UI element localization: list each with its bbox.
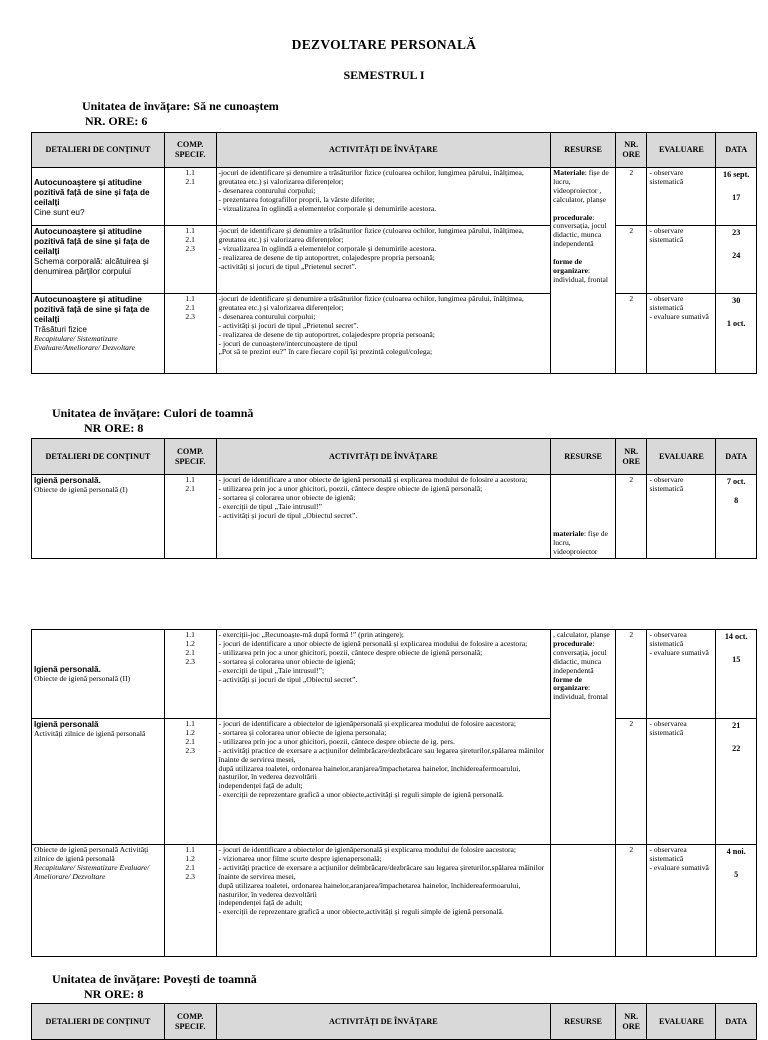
row-evaluation — [647, 226, 716, 294]
activity-line: - activități practice de exersare a acțiunilor deîmbrăcare/dezbrăcare sau legarea șireturilor,spălarea mâinilor înainte de servirea mesei, — [218, 862, 545, 881]
row-topic — [32, 168, 165, 226]
row-topic — [32, 719, 165, 845]
row-comp — [164, 475, 216, 559]
res-materials-text: : fișe de lucru, videoproiector , calculator, planșe — [553, 168, 609, 204]
date-value: 7 oct. — [726, 477, 746, 486]
date-value: 1 oct. — [726, 319, 746, 328]
comp-code: 1.1 — [185, 719, 195, 728]
topic-text: Trăsături fizice — [34, 324, 87, 334]
res-procedural-text: : conversația, jocul didactic, munca independentă — [553, 638, 607, 675]
activity-line: -jocuri de identificare și denumire a trăsăturilor fizice (culoarea ochilor, lungimea părului, înălțimea, greutatea etc.) și valorizarea diferențelor; — [218, 226, 524, 244]
evaluation-line: - observarea sistematică — [649, 845, 687, 863]
topic-bold: Igienă personală. — [34, 476, 101, 485]
continuation-table — [31, 629, 757, 957]
evaluation-line: - evaluare sumativă — [649, 311, 709, 321]
row-activities — [216, 168, 551, 226]
topic-italic: Recapitulare/ Sistematizare Evaluare/ Ameliorare/ Dezvoltare — [34, 862, 150, 881]
date-value: 8 — [734, 496, 739, 505]
res-materials-text: : fișe de lucru, videoproiector — [553, 529, 608, 557]
comp-code: 1.1 — [185, 845, 195, 854]
activity-line: - exerciții de tipul „Taie intrusul!” — [218, 501, 322, 511]
activity-line: - jocuri de cunoaștere/intercunoaștere de tipul — [218, 338, 358, 348]
header-date: DATA — [716, 439, 757, 475]
evaluation-line: - evaluare sumativă — [649, 647, 709, 657]
row-date — [716, 630, 757, 719]
date-value: 22 — [732, 744, 741, 753]
row-hours: 2 — [616, 719, 647, 845]
topic-text: Activități zilnice de igienă personală — [34, 728, 146, 738]
activity-line: - jocuri de identificare a obiectelor de igienăpersonală și explicarea modului de folosire aacestora; — [218, 845, 517, 854]
row-comp — [164, 294, 216, 374]
row-evaluation — [647, 168, 716, 226]
row-activities — [216, 475, 551, 559]
row-date — [716, 168, 757, 226]
header-resources: RESURSE — [551, 1004, 616, 1040]
unit-2-hours: NR ORE: 8 — [84, 421, 144, 435]
comp-code: 2.1 — [185, 176, 195, 186]
row-date — [716, 845, 757, 957]
res-materials-label: materiale — [553, 529, 584, 539]
row-comp — [164, 168, 216, 226]
row-activities — [216, 630, 551, 719]
topic-italic: Recapitulare/ Sistematizare Evaluare/Ameliorare/ Dezvoltare — [34, 333, 136, 352]
res-organization-text: : individual, frontal — [553, 683, 608, 702]
activity-line: după utilizarea toaletei, ordonarea hainelor,aranjarea/împachetarea hainelor, închidereafermoarului, nasturilor, în vederea dezvoltării — [218, 880, 521, 899]
unit-3-hours: NR ORE: 8 — [84, 987, 144, 1001]
date-value: 16 sept. — [723, 170, 750, 179]
table-header-row — [32, 1004, 757, 1040]
header-activities: ACTIVITĂȚI DE ÎNVĂȚARE — [216, 133, 551, 168]
row-date — [716, 475, 757, 559]
row-hours: 2 — [616, 630, 647, 719]
row-evaluation — [647, 719, 716, 845]
row-activities — [216, 719, 551, 845]
activity-line: - realizarea de desene de tip autoportret, colajedespre propria persoană; — [218, 329, 435, 339]
date-value: 5 — [734, 870, 739, 879]
activity-line: - sortarea și colorarea unor obiecte de igiena personala; — [218, 727, 387, 737]
activity-line: după utilizarea toaletei, ordonarea hainelor,aranjarea/împachetarea hainelor, închidereafermoarului, nasturilor, în vederea dezvoltării — [218, 763, 521, 782]
activity-line: - exerciții de tipul „Taie intrusul!”; — [218, 665, 325, 675]
activity-line: - prezentarea fotografiilor proprii, la vârste diferite; — [218, 194, 375, 204]
activity-line: -jocuri de identificare și denumire a trăsăturilor fizice (culoarea ochilor, lungimea părului, înălțimea, greutatea etc.) și valorizarea diferențelor; — [218, 294, 524, 312]
date-value: 30 — [732, 296, 741, 305]
table-row — [32, 845, 757, 957]
evaluation-line: - observare sistematică — [649, 294, 684, 312]
row-resources — [551, 630, 616, 845]
header-content: DETALIERI DE CONȚINUT — [32, 1004, 165, 1040]
date-value: 17 — [732, 193, 741, 202]
activity-line: - desenarea conturului corpului; — [218, 311, 316, 321]
row-hours: 2 — [616, 168, 647, 226]
comp-code: 2.3 — [185, 243, 195, 253]
comp-code: 2.3 — [185, 871, 195, 881]
activity-line: - sortarea și colorarea unor obiecte de igienă; — [218, 656, 356, 666]
res-procedural-label: procedurale — [553, 638, 593, 648]
activity-line: - jocuri de identificare a unor obiecte de igienă personală și explicarea modului de folosire a acestora; — [218, 475, 528, 484]
topic-bold: Autocunoaştere și atitudine pozitivă față de sine și fața de ceilalți — [34, 227, 150, 256]
unit-2-table — [31, 438, 757, 559]
row-evaluation — [647, 294, 716, 374]
activity-line: - realizarea de desene de tip autoportret, colajedespre propria persoană; — [218, 252, 435, 262]
header-hours: NR. ORE — [616, 1004, 647, 1040]
table-row — [32, 475, 757, 559]
row-hours: 2 — [616, 475, 647, 559]
unit-3-heading — [52, 972, 257, 1002]
activity-line: - jocuri de identificare a unor obiecte de igienă personală și explicarea modului de folosire a acestora; — [218, 638, 528, 648]
activity-line: - activități și jocuri de tipul „Obiectul secret”. — [218, 510, 358, 520]
header-date: DATA — [716, 133, 757, 168]
activity-line: independenței față de adult; — [218, 898, 303, 908]
evaluation-line: - observarea sistematică — [649, 719, 687, 737]
activity-line: - utilizarea prin joc a unor ghicitori, poezii, cântece despre obiecte de igienă personală; — [218, 647, 483, 657]
semester-title: SEMESTRUL I — [343, 68, 425, 82]
comp-code: 1.1 — [185, 294, 195, 303]
row-comp — [164, 719, 216, 845]
activity-line: - utilizarea prin joc a unor ghicitori, poezii, cântece despre obiecte de igienă personală; — [218, 483, 483, 493]
row-hours: 2 — [616, 845, 647, 957]
comp-code: 1.1 — [185, 475, 195, 484]
activity-line: -jocuri de identificare și denumire a trăsăturilor fizice (culoarea ochilor, lungimea părului, înălțimea, greutatea etc.) și valorizarea diferențelor; — [218, 168, 524, 186]
table-row — [32, 168, 757, 226]
res-procedural-label: procedurale — [553, 212, 593, 222]
row-date — [716, 294, 757, 374]
activity-line: - activități și jocuri de tipul „Obiectul secret”. — [218, 674, 358, 684]
row-activities — [216, 226, 551, 294]
res-organization-label: forme de organizare — [553, 674, 589, 693]
row-date — [716, 719, 757, 845]
topic-text: Obiecte de igienă personală (II) — [34, 673, 131, 683]
header-date: DATA — [716, 1004, 757, 1040]
header-content: DETALIERI DE CONȚINUT — [32, 439, 165, 475]
comp-code: 2.3 — [185, 745, 195, 755]
activity-line: - activități și jocuri de tipul „Prietenul secret”. — [218, 320, 359, 330]
date-value: 4 noi. — [726, 847, 746, 856]
header-evaluation: EVALUARE — [647, 133, 716, 168]
unit-1-heading — [82, 99, 279, 129]
date-value: 14 oct. — [724, 632, 748, 641]
topic-text: Cine sunt eu? — [34, 207, 85, 217]
comp-code: 2.1 — [185, 647, 195, 657]
row-topic — [32, 630, 165, 719]
table-row — [32, 294, 757, 374]
evaluation-line: - observare sistematică — [649, 168, 684, 186]
activity-line: - vizionarea unor filme scurte despre igienapersonală; — [218, 853, 382, 863]
row-resources — [551, 168, 616, 374]
comp-code: 1.2 — [185, 727, 195, 737]
unit-1-table — [31, 132, 757, 374]
header-hours: NR. ORE — [616, 133, 647, 168]
comp-code: 1.1 — [185, 168, 195, 177]
comp-code: 1.2 — [185, 853, 195, 863]
evaluation-line: - observare sistematică — [649, 226, 684, 244]
row-topic — [32, 845, 165, 957]
row-evaluation — [647, 475, 716, 559]
header-evaluation: EVALUARE — [647, 1004, 716, 1040]
activity-line: „Pot să te prezint eu?” în care fiecare copil își prezintă colegul/colega; — [218, 347, 433, 357]
topic-bold: Autocunoaştere și atitudine pozitivă față de sine și fața de ceilalți — [34, 295, 150, 324]
table-header-row — [32, 439, 757, 475]
header-evaluation: EVALUARE — [647, 439, 716, 475]
activity-line: - vizualizarea în oglindă a elementelor corporale și denumirile acestora. — [218, 243, 437, 253]
res-continued-text: , calculator, planșe — [553, 630, 610, 639]
comp-code: 2.1 — [185, 483, 195, 493]
activity-line: independenței față de adult; — [218, 781, 303, 791]
topic-text: Schema corporală: alcătuirea și denumirea părților corpului — [34, 256, 149, 276]
row-resources — [551, 475, 616, 559]
header-resources: RESURSE — [551, 133, 616, 168]
topic-bold: Igienă personală — [34, 720, 99, 729]
row-hours: 2 — [616, 294, 647, 374]
date-value: 21 — [732, 721, 741, 730]
header-activities: ACTIVITĂȚI DE ÎNVĂȚARE — [216, 439, 551, 475]
res-organization-label: forme de organizare — [553, 257, 589, 275]
row-evaluation — [647, 845, 716, 957]
row-comp — [164, 630, 216, 719]
row-hours: 2 — [616, 226, 647, 294]
header-activities: ACTIVITĂȚI DE ÎNVĂȚARE — [216, 1004, 551, 1040]
comp-code: 2.1 — [185, 234, 195, 244]
unit-1-title: Unitatea de învățare: Să ne cunoaștem — [82, 99, 279, 113]
row-evaluation — [647, 630, 716, 719]
header-comp: COMP. SPECIF. — [164, 439, 216, 475]
activity-line: - utilizarea prin joc a unor ghicitori, poezii, cântece despre obiecte de ig. pers. — [218, 736, 455, 746]
table-row — [32, 226, 757, 294]
date-value: 24 — [732, 251, 741, 260]
header-resources: RESURSE — [551, 439, 616, 475]
res-organization-text: : individual, frontal — [553, 265, 608, 284]
row-topic — [32, 294, 165, 374]
topic-text: Obiecte de igienă personală (I) — [34, 484, 128, 494]
row-comp — [164, 226, 216, 294]
header-hours: NR. ORE — [616, 439, 647, 475]
page-title: DEZVOLTARE PERSONALĂ — [291, 37, 477, 52]
comp-code: 1.1 — [185, 226, 195, 235]
unit-2-title: Unitatea de învățare: Culori de toamnă — [52, 406, 254, 420]
activity-line: - sortarea și colorarea unor obiecte de igienă; — [218, 492, 356, 502]
table-header-row — [32, 133, 757, 168]
activity-line: - exerciții de reprezentare grafică a unor obiecte,activități și reguli simple de igienă personală. — [218, 907, 504, 917]
unit-2-heading — [52, 406, 253, 436]
table-row — [32, 630, 757, 719]
table-row — [32, 719, 757, 845]
activity-line: - exerciții de reprezentare grafică a unor obiecte,activități și reguli simple de igienă personală. — [218, 790, 504, 800]
comp-code: 2.1 — [185, 302, 195, 312]
comp-code: 2.1 — [185, 736, 195, 746]
topic-bold: Igienă personală. — [34, 664, 101, 674]
row-topic — [32, 226, 165, 294]
activity-line: - jocuri de identificare a obiectelor de igienăpersonală și explicarea modului de folosire aacestora; — [218, 719, 517, 728]
activity-line: - desenarea conturului corpului; — [218, 185, 316, 195]
unit-1-hours: NR. ORE: 6 — [85, 114, 148, 128]
evaluation-line: - evaluare sumativă — [649, 862, 709, 872]
row-resources-empty — [551, 845, 616, 957]
activity-line: - vizualizarea în oglindă a elementelor corporale și denumirile acestora. — [218, 203, 437, 213]
activity-line: - activități practice de exersare a acțiunilor deîmbrăcare/dezbrăcare sau legarea șireturilor,spălarea mâinilor înainte de servirea mesei, — [218, 745, 545, 764]
comp-code: 1.2 — [185, 638, 195, 648]
comp-code: 2.3 — [185, 311, 195, 321]
unit-3-title: Unitatea de învățare: Povești de toamnă — [52, 972, 257, 986]
topic-text: Obiecte de igienă personală Activități zilnice de igienă personală — [34, 845, 149, 863]
date-value: 23 — [732, 228, 741, 237]
unit-3-table — [31, 1003, 757, 1040]
header-content: DETALIERI DE CONȚINUT — [32, 133, 165, 168]
row-comp — [164, 845, 216, 957]
comp-code: 2.3 — [185, 656, 195, 666]
row-activities — [216, 845, 551, 957]
header-comp: COMP. SPECIF. — [164, 133, 216, 168]
evaluation-line: - observarea sistematică — [649, 630, 687, 648]
evaluation-line: - observare sistematică — [649, 475, 684, 493]
row-date — [716, 226, 757, 294]
row-topic — [32, 475, 165, 559]
header-comp: COMP. SPECIF. — [164, 1004, 216, 1040]
comp-code: 1.1 — [185, 630, 195, 639]
date-value: 15 — [732, 655, 741, 664]
res-materials-label: Materiale — [553, 168, 585, 177]
row-activities — [216, 294, 551, 374]
activity-line: - exerciții-joc „Recunoaște-mă după formă !” (prin atingere); — [218, 630, 404, 639]
comp-code: 2.1 — [185, 862, 195, 872]
res-procedural-text: : conversația, jocul didactic, munca independentă — [553, 212, 607, 249]
topic-bold: Autocunoaştere și atitudine pozitivă față de sine și fața de ceilalți — [34, 177, 150, 207]
activity-line: -activități și jocuri de tipul „Prietenul secret”. — [218, 261, 357, 271]
